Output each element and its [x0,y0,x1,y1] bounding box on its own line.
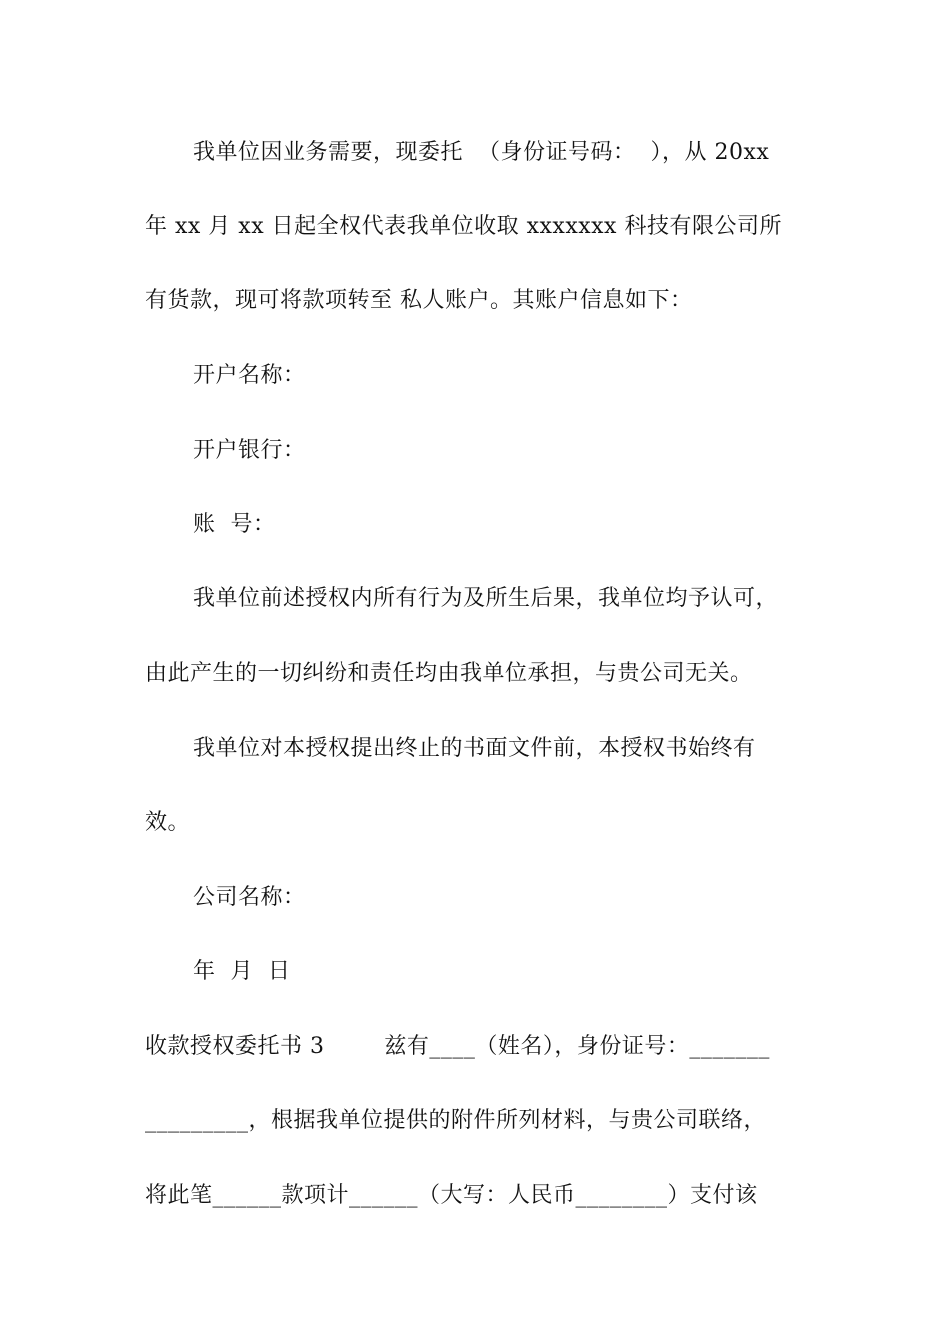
paragraph-validity-line-1: 我单位对本授权提出终止的书面文件前，本授权书始终有 [193,736,756,761]
paragraph-delegation-line-2: 年 xx 月 xx 日起全权代表我单位收取 xxxxxxx 科技有限公司所 [145,214,782,239]
date-line: 年 月 日 [193,959,291,984]
paragraph-payment-line-2: 将此笔______款项计______（大写：人民币________）支付该 [145,1183,758,1208]
company-name-label: 公司名称： [193,885,306,910]
section-title-and-intro: 收款授权委托书 3 兹有____（姓名），身份证号：_______ [145,1034,770,1059]
paragraph-payment-line-1: _________，根据我单位提供的附件所列材料，与贵公司联络， [145,1108,767,1133]
paragraph-liability-line-1: 我单位前述授权内所有行为及所生后果，我单位均予认可， [193,586,779,611]
paragraph-delegation-line-3: 有货款，现可将款项转至 私人账户。其账户信息如下： [145,288,693,313]
paragraph-liability-line-2: 由此产生的一切纠纷和责任均由我单位承担，与贵公司无关。 [145,661,753,686]
account-name-label: 开户名称： [193,363,306,388]
bank-name-label: 开户银行： [193,438,306,463]
paragraph-delegation-line-1: 我单位因业务需要，现委托 （身份证号码： ），从 20xx [193,140,770,165]
account-number-label: 账 号： [193,512,276,537]
paragraph-validity-line-2: 效。 [145,810,191,835]
